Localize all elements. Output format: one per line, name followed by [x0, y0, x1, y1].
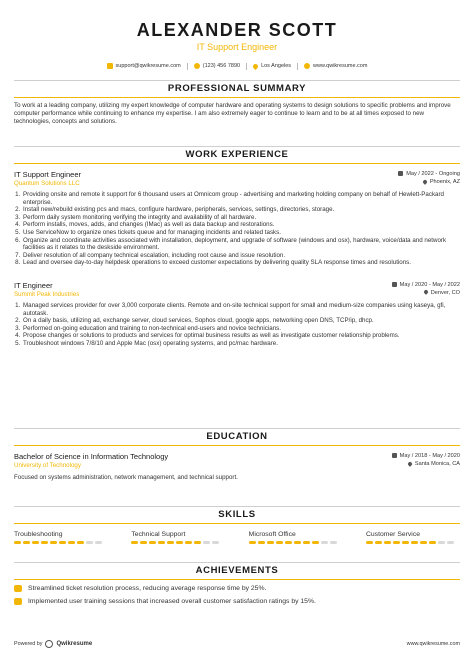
skill-level-segment [285, 541, 292, 544]
job-bullet: 3. Perform daily system monitoring verifying the integrity and availability of all hardware. [22, 214, 460, 222]
skill-level-segment [185, 541, 192, 544]
job-bullet: 5. Troubleshoot windows 7/8/10 and Apple Mac (osx) operating systems, and pc/mac hardware. [22, 340, 460, 348]
skill-level-segment [140, 541, 147, 544]
globe-icon [304, 63, 310, 69]
education-location: Santa Monica, CA [414, 461, 460, 467]
skill-level-segment [68, 541, 75, 544]
contact-row [0, 62, 474, 70]
skill-level-segment [50, 541, 57, 544]
skill-item [131, 530, 225, 544]
candidate-name: ALEXANDER SCOTT [136, 20, 338, 40]
skill-level-segment [77, 541, 84, 544]
job-location: Denver, CO [430, 289, 460, 296]
job-company: Summit Peak Industries [14, 290, 80, 298]
job-bullet: 8. Lead and oversee day-to-day helpdesk operations to exceed customer expectations by delivering quality SLA response times and resolutions. [22, 259, 460, 267]
experience-heading: WORK EXPERIENCE [185, 149, 289, 160]
skill-level-segment [384, 541, 391, 544]
skill-level-segment [23, 541, 30, 544]
achievement-text: Implemented user training sessions that increased overall customer satisfaction ratings by 15%. [28, 598, 316, 605]
job-bullet: 2. On a daily basis, utilizing ad, exchange server, cloud services, Sophos cloud, google apps, networking open DNS, TCP/ip, dhcp. [22, 317, 460, 325]
skill-level-segment [267, 541, 274, 544]
achievements-heading: ACHIEVEMENTS [195, 565, 279, 576]
skill-level-segment [330, 541, 337, 544]
contact-phone[interactable] [188, 62, 246, 70]
job-bullets [14, 191, 460, 267]
skill-level-segment [312, 541, 319, 544]
section-divider [14, 506, 460, 507]
skill-level-segment [194, 541, 201, 544]
contact-website[interactable] [298, 62, 373, 70]
skill-level-segment [14, 541, 21, 544]
job-bullet: 2. Install new/rebuild existing pcs and macs, configure hardware, peripherals, services, settings, directories, storage. [22, 206, 460, 214]
skill-level-bar [131, 541, 225, 544]
location-pin-icon [407, 461, 413, 467]
phone-icon [194, 63, 200, 69]
skill-level-segment [447, 541, 454, 544]
job-bullet: 7. Deliver resolution of all company technical escalation, including root cause and issue resolution. [22, 252, 460, 260]
qwikresume-logo-icon [45, 640, 53, 648]
education-text: Focused on systems administration, network management, and technical support. [14, 474, 238, 481]
skill-item [249, 530, 343, 544]
achievement-text: Streamlined ticket resolution process, reducing average response time by 25%. [28, 585, 267, 592]
achievement-item [14, 584, 460, 593]
skill-item [366, 530, 460, 544]
section-underline [14, 97, 460, 98]
job-title: IT Support Engineer [14, 170, 81, 179]
skill-level-segment [402, 541, 409, 544]
skill-level-segment [411, 541, 418, 544]
skill-level-segment [131, 541, 138, 544]
skill-level-segment [167, 541, 174, 544]
skill-level-segment [258, 541, 265, 544]
job-dates: May / 2022 - Ongoing [406, 171, 460, 177]
skill-level-segment [303, 541, 310, 544]
job-bullet: 1. Providing onsite and remote it support for 6 thousand users at Omnicom group - advertising and marketing holding company on behalf of Hewlett-Packard enterprise. [22, 191, 460, 206]
footer-website[interactable]: www.qwikresume.com [406, 641, 460, 647]
location-text: Los Angeles [261, 63, 292, 69]
job-bullet: 3. Performed on-going education and training to non-technical end-users and novice technicians. [22, 325, 460, 333]
contact-location [247, 62, 297, 70]
skill-level-segment [212, 541, 219, 544]
location-pin-icon [252, 62, 259, 69]
section-divider [14, 562, 460, 563]
candidate-role: IT Support Engineer [196, 42, 278, 52]
skill-name: Technical Support [131, 531, 186, 538]
job-location: Phoenix, AZ [429, 179, 460, 185]
skill-level-segment [158, 541, 165, 544]
school-name: University of Technology [14, 462, 81, 469]
calendar-icon [392, 282, 397, 287]
section-divider [14, 80, 460, 81]
job-bullets [14, 302, 460, 348]
section-underline [14, 523, 460, 524]
skill-level-segment [41, 541, 48, 544]
skill-level-bar [366, 541, 460, 544]
achievement-icon [14, 598, 22, 605]
education-entry [14, 452, 460, 482]
powered-label: Powered by [14, 641, 43, 647]
skill-name: Microsoft Office [248, 531, 296, 538]
job-bullet: 6. Organize and coordinate activities associated with installation, deployment, and upgrade of software (windows and osx), hardware, voice/data and network facilities as it relates to the deskside environment. [22, 237, 460, 252]
degree-title: Bachelor of Science in Information Technology [14, 452, 169, 461]
skill-level-segment [95, 541, 102, 544]
skill-level-segment [203, 541, 210, 544]
skill-level-segment [59, 541, 66, 544]
education-dates: May / 2018 - May / 2020 [399, 453, 460, 459]
skill-level-segment [429, 541, 436, 544]
skills-section [14, 506, 460, 544]
skill-level-bar [14, 541, 108, 544]
job-bullet: 5. Use ServiceNow to organize ones tickets queue and for managing incidents and related tasks. [22, 229, 460, 237]
section-divider [14, 146, 460, 147]
skills-heading: SKILLS [218, 509, 256, 520]
skill-level-segment [32, 541, 39, 544]
education-heading: EDUCATION [206, 431, 268, 442]
skill-level-segment [276, 541, 283, 544]
skill-level-segment [321, 541, 328, 544]
education-section [14, 428, 460, 482]
job-dates: May / 2020 - May / 2022 [399, 281, 460, 288]
skill-level-segment [420, 541, 427, 544]
job-bullet: 4. Perform installs, moves, adds, and changes (IMac) as well as data backup and restorations. [22, 221, 460, 229]
achievements-section [14, 562, 460, 606]
job-bullet: 4. Propose changes or solutions to products and services for optimal business results as well as investigate customer relationship problems. [22, 332, 460, 340]
skill-level-segment [176, 541, 183, 544]
resume-header [0, 0, 474, 70]
experience-section [14, 146, 460, 348]
brand-name[interactable]: Qwikresume [56, 641, 93, 647]
website-text: www.qwikresume.com [313, 63, 368, 69]
calendar-icon [398, 171, 403, 176]
job-title: IT Engineer [14, 280, 53, 290]
calendar-icon [392, 453, 397, 458]
email-icon [107, 63, 113, 69]
achievement-icon [14, 585, 22, 592]
section-underline [14, 579, 460, 580]
section-divider [14, 428, 460, 429]
skill-level-segment [86, 541, 93, 544]
skill-name: Troubleshooting [14, 531, 63, 538]
footer [14, 640, 460, 648]
skills-row [14, 530, 460, 544]
phone-text: (123) 456 7890 [202, 63, 241, 69]
job-company: Quantum Solutions LLC [14, 180, 80, 187]
skill-name: Customer Service [365, 531, 420, 538]
section-underline [14, 163, 460, 164]
location-pin-icon [422, 179, 428, 185]
skill-level-segment [438, 541, 445, 544]
skill-level-bar [249, 541, 343, 544]
job-entry [14, 170, 460, 267]
skill-level-segment [294, 541, 301, 544]
powered-by [14, 640, 92, 648]
summary-text: To work at a leading company, utilizing my expert knowledge of computer hardware and operating systems to design solutions to specific problems and improve computer performance while continuing to enhance my expertise. I am also extremely eager to continue to learn and to be at all times exposed to new technologies, concepts and solutions. [14, 102, 451, 125]
location-pin-icon [423, 290, 429, 296]
summary-section [14, 80, 460, 125]
achievement-item [14, 597, 460, 606]
skill-level-segment [249, 541, 256, 544]
summary-heading: PROFESSIONAL SUMMARY [167, 83, 307, 94]
skill-level-segment [375, 541, 382, 544]
email-text: support@qwikresume.com [115, 63, 181, 69]
skill-level-segment [366, 541, 373, 544]
skill-level-segment [393, 541, 400, 544]
section-underline [14, 445, 460, 446]
skill-level-segment [149, 541, 156, 544]
job-bullet: 1. Managed services provider for over 3,000 corporate clients. Remote and on-site technical support for small and medium-size companies using kaseya, gfi, autotask. [22, 302, 460, 317]
skill-item [14, 530, 108, 544]
contact-email[interactable] [101, 62, 187, 70]
job-entry [14, 281, 460, 348]
